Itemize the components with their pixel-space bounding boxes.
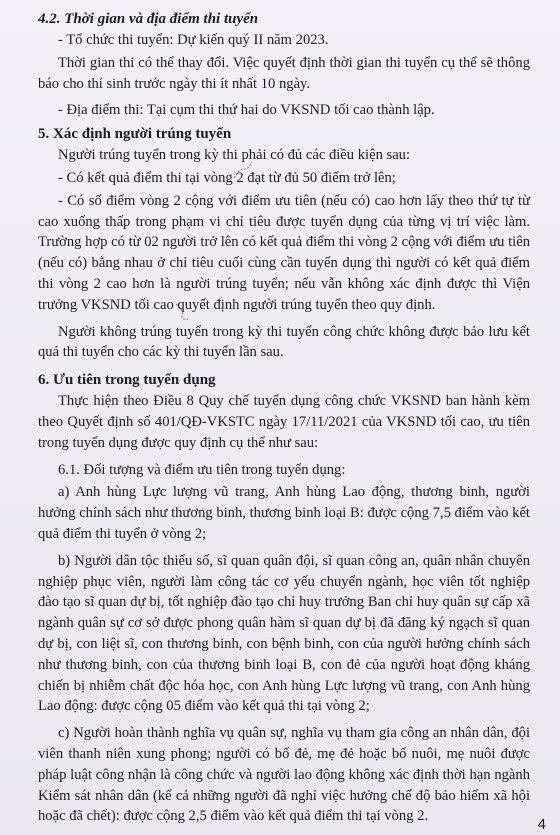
condition-ranking-paragraph: - Có số điểm vòng 2 cộng với điểm ưu tiên (nếu có) cao hơn lấy theo thứ tự từ cao xuống thấp trong phạm vi chỉ tiêu được tuyển dụng của từng vị trí việc làm. Trường hợp có từ 02 người trở lên có kết quả điểm thi vòng 2 cộng với điểm ưu tiên (nếu có) bằng nhau ở chỉ tiêu cuối cùng cần tuyển dụng thì người có kết quả điểm thi vòng 2 cao hơn là người trúng tuyển; nếu vẫn không xác định được thì Viện trưởng VKSND tối cao quyết định người trúng tuyển theo quy định. <box>38 192 530 313</box>
section-5-heading: 5. Xác định người trúng tuyển <box>38 126 232 143</box>
page-number: 4 <box>537 816 546 833</box>
exam-time-change-paragraph: Thời gian thi có thể thay đổi. Việc quyết định thời gian thi tuyển cụ thể sẽ thông báo cho thí sinh trước ngày thi ít nhất 10 ngày. <box>38 54 530 92</box>
exam-schedule-line: - Tổ chức thi tuyển: Dự kiến quý II năm 2023. <box>58 32 329 48</box>
successful-candidate-intro: Người trúng tuyển trong kỳ thi phải có đủ các điều kiện sau: <box>58 147 411 164</box>
no-reservation-paragraph: Người không trúng tuyển trong kỳ thi tuyển công chức không được bảo lưu kết quả thi tuyển cho các kỳ thi tuyển lần sau. <box>38 323 530 361</box>
exam-location-line: - Địa điểm thi: Tại cụm thi thứ hai do VKSND tối cao thành lập. <box>58 102 435 119</box>
section-4-2-heading: 4.2. Thời gian và địa điểm thi tuyển <box>38 11 259 27</box>
condition-score-line: - Có kết quả điểm thi tại vòng 2 đạt từ đủ 50 điểm trở lên; <box>58 169 396 186</box>
priority-a-paragraph: a) Anh hùng Lực lượng vũ trang, Anh hùng Lao động, thương binh, người hưởng chính sách như thương binh, thương binh loại B: được cộng 7,5 điểm vào kết quả điểm thi tuyển ở vòng 2; <box>38 484 530 542</box>
section-6-1-line: 6.1. Đối tượng và điểm ưu tiên trong tuyển dụng: <box>58 461 346 478</box>
section-6-heading: 6. Ưu tiên trong tuyển dụng <box>38 372 216 389</box>
priority-b-paragraph: b) Người dân tộc thiểu số, sĩ quan quân đội, sĩ quan công an, quân nhân chuyên nghiệp phục viên, người làm công tác cơ yếu chuyển ngành, học viên tốt nghiệp đào tạo sĩ quan dự bị, tốt nghiệp đào tạo chỉ huy trưởng Ban chỉ huy quân sự cấp xã ngành quân sự cơ sở được phong quân hàm sĩ quan dự bị đã đăng ký ngạch sĩ quan dự bị, con liệt sĩ, con thương binh, con bệnh binh, con của người hưởng chính sách như thương binh, con của thương binh loại B, con đẻ của người hoạt động kháng chiến bị nhiễm chất độc hóa học, con Anh hùng Lực lượng vũ trang, con Anh hùng Lao động: được cộng 05 điểm vào kết quả thi tại vòng 2; <box>38 552 530 715</box>
priority-c-paragraph: c) Người hoàn thành nghĩa vụ quân sự, nghĩa vụ tham gia công an nhân dân, đội viên thanh niên xung phong; người có bố đẻ, mẹ đẻ hoặc bố nuôi, mẹ nuôi được pháp luật công nhận là công chức và người lao động không xác định thời hạn ngành Kiểm sát nhân dân (kể cả những người đã nghỉ việc hưởng chế độ bảo hiểm xã hội hoặc đã chết): được cộng 2,5 điểm vào kết quả điểm thi tại vòng 2. <box>38 725 530 825</box>
regulation-reference-paragraph: Thực hiện theo Điều 8 Quy chế tuyển dụng công chức VKSND ban hành kèm theo Quyết định số 401/QĐ-VKSTC ngày 17/11/2021 của VKSND tối cao, ưu tiên trong tuyển dụng được quy định cụ thể như sau: <box>38 393 530 451</box>
